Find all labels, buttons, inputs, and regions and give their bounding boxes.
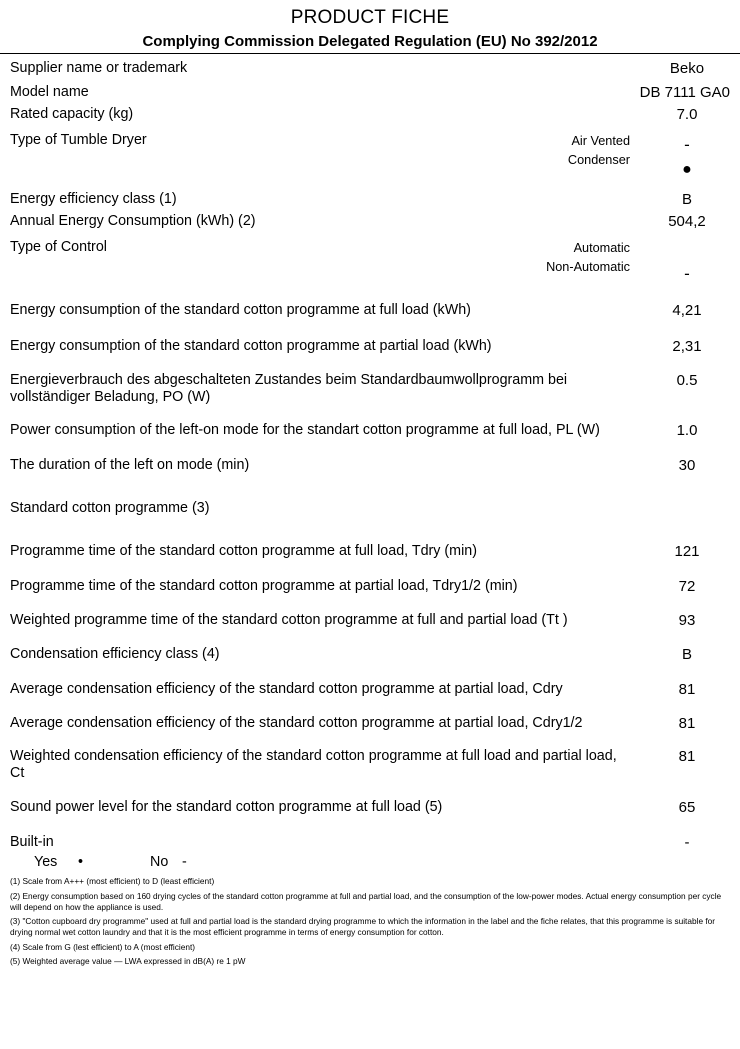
row-programme-time-weighted bbox=[10, 603, 730, 637]
row-condensation-class-label: Condensation efficiency class (4) bbox=[10, 646, 220, 663]
dryer-type-condenser-mark: ● bbox=[682, 160, 692, 178]
row-built-in bbox=[10, 825, 730, 852]
row-avg-condensation-cdry-half bbox=[10, 706, 730, 740]
row-control-type-options bbox=[546, 239, 644, 277]
built-in-yes-mark: • bbox=[78, 854, 84, 871]
row-consumption-full-load-value: 4,21 bbox=[672, 301, 702, 319]
row-programme-time-weighted-label: Weighted programme time of the standard cotton programme at full and partial load (Tt ) bbox=[10, 611, 568, 628]
row-control-type-values bbox=[644, 239, 730, 287]
row-left-on-power-value: 1.0 bbox=[676, 422, 698, 440]
row-consumption-partial-load-value: 2,31 bbox=[672, 337, 702, 355]
fiche-rows bbox=[0, 54, 740, 870]
row-built-in-value: - bbox=[684, 833, 690, 851]
dryer-type-option-air-vented: Air Vented bbox=[571, 134, 630, 149]
row-control-type bbox=[10, 232, 730, 292]
footnote-3: (3) "Cotton cupboard dry programme" used at full and partial load is the standard drying programme to which the information in the label and the fiche relates, that this programme is suitable for drying normal wet cotton laundry and that it is the most efficient programme in terms of energy consumption for cotton. bbox=[10, 916, 716, 938]
built-in-yes-label: Yes bbox=[34, 854, 58, 871]
footnote-5: (5) Weighted average value — LWA expressed in dB(A) re 1 pW bbox=[10, 956, 246, 967]
row-weighted-condensation bbox=[10, 739, 730, 789]
row-consumption-partial-load bbox=[10, 328, 730, 364]
row-consumption-full-load-label: Energy consumption of the standard cotton programme at full load (kWh) bbox=[10, 301, 471, 318]
row-left-on-duration-value: 30 bbox=[678, 456, 696, 474]
footnotes bbox=[0, 870, 740, 967]
footnote-4: (4) Scale from G (lest efficient) to A (most efficient) bbox=[10, 941, 196, 952]
row-rated-capacity-label: Rated capacity (kg) bbox=[10, 106, 134, 123]
row-left-on-duration-label: The duration of the left on mode (min) bbox=[10, 456, 250, 473]
footnote-2: (2) Energy consumption based on 160 drying cycles of the standard cotton programme at full and partial load, and the consumption of the low-power modes. Actual energy consumption per cycle will depend on how the appliance is used. bbox=[10, 890, 722, 912]
control-type-non-automatic-mark: - bbox=[684, 264, 690, 284]
row-consumption-full-load bbox=[10, 292, 730, 328]
row-weighted-condensation-value: 81 bbox=[678, 748, 696, 766]
row-condensation-class bbox=[10, 636, 730, 672]
row-control-type-label: Type of Control bbox=[10, 238, 107, 255]
row-supplier-label: Supplier name or trademark bbox=[10, 60, 188, 76]
spacer-before-standard-programme bbox=[10, 482, 730, 490]
row-consumption-partial-load-label: Energy consumption of the standard cotton programme at partial load (kWh) bbox=[10, 337, 492, 354]
row-left-on-power bbox=[10, 413, 730, 447]
built-in-options bbox=[10, 851, 730, 870]
row-dryer-type-options bbox=[568, 132, 644, 170]
row-programme-time-partial-label: Programme time of the standard cotton programme at partial load, Tdry1/2 (min) bbox=[10, 577, 518, 594]
row-sound-power-level bbox=[10, 789, 730, 825]
row-programme-time-weighted-value: 93 bbox=[678, 611, 696, 629]
row-sound-power-level-label: Sound power level for the standard cotton programme at full load (5) bbox=[10, 799, 443, 816]
dryer-type-option-condenser: Condenser bbox=[567, 153, 630, 168]
row-weighted-condensation-label: Weighted condensation efficiency of the standard cotton programme at full load and partial load, Ct bbox=[10, 748, 617, 782]
row-annual-energy bbox=[10, 209, 730, 232]
row-annual-energy-label: Annual Energy Consumption (kWh) (2) bbox=[10, 213, 256, 230]
row-programme-time-partial-value: 72 bbox=[678, 577, 696, 595]
row-built-in-label: Built-in bbox=[10, 833, 54, 850]
row-dryer-type-label: Type of Tumble Dryer bbox=[10, 132, 147, 149]
page-title: PRODUCT FICHE bbox=[290, 7, 450, 28]
row-dryer-type-values bbox=[644, 132, 730, 182]
row-dryer-type bbox=[10, 125, 730, 187]
row-model-value: DB 7111 GA0 bbox=[639, 83, 730, 101]
footnote-1: (1) Scale from A+++ (most efficient) to D (least efficient) bbox=[10, 876, 215, 887]
control-type-option-automatic: Automatic bbox=[573, 240, 630, 255]
row-off-mode-consumption-label: Energieverbrauch des abgeschalteten Zustandes beim Standardbaumwollprogramm bei vollständiger Beladung, PO (W) bbox=[10, 372, 568, 406]
row-standard-cotton-programme bbox=[10, 490, 730, 525]
row-model bbox=[10, 80, 730, 103]
row-programme-time-full-label: Programme time of the standard cotton programme at full load, Tdry (min) bbox=[10, 543, 477, 560]
row-avg-condensation-cdry-half-value: 81 bbox=[678, 714, 696, 732]
row-avg-condensation-cdry-value: 81 bbox=[678, 681, 696, 699]
page-subtitle: Complying Commission Delegated Regulation (EU) No 392/2012 bbox=[142, 33, 598, 50]
row-avg-condensation-cdry-half-label: Average condensation efficiency of the standard cotton programme at partial load, Cdry1/2 bbox=[10, 714, 583, 731]
row-programme-time-partial bbox=[10, 569, 730, 603]
row-left-on-power-label: Power consumption of the left-on mode for the standart cotton programme at full load, PL (W) bbox=[10, 422, 600, 439]
row-programme-time-full-value: 121 bbox=[674, 543, 700, 561]
row-supplier bbox=[10, 54, 730, 80]
dryer-type-air-vented-mark: - bbox=[684, 135, 690, 155]
row-energy-class-label: Energy efficiency class (1) bbox=[10, 190, 177, 207]
row-avg-condensation-cdry-label: Average condensation efficiency of the standard cotton programme at partial load, Cdry bbox=[10, 681, 563, 698]
control-type-automatic-mark bbox=[644, 239, 730, 262]
row-off-mode-consumption bbox=[10, 363, 730, 413]
row-model-label: Model name bbox=[10, 83, 89, 100]
built-in-no-mark: - bbox=[182, 854, 187, 871]
row-condensation-class-value: B bbox=[681, 646, 692, 664]
control-type-option-non-automatic: Non-Automatic bbox=[546, 259, 630, 274]
row-programme-time-full bbox=[10, 533, 730, 569]
row-rated-capacity bbox=[10, 102, 730, 125]
row-left-on-duration bbox=[10, 447, 730, 483]
row-energy-class-value: B bbox=[681, 190, 692, 208]
row-standard-cotton-programme-label: Standard cotton programme (3) bbox=[10, 500, 210, 517]
built-in-no-label: No bbox=[150, 854, 169, 871]
spacer-after-standard-programme bbox=[10, 525, 730, 533]
row-off-mode-consumption-value: 0.5 bbox=[676, 372, 698, 390]
row-avg-condensation-cdry bbox=[10, 672, 730, 706]
row-energy-class bbox=[10, 187, 730, 210]
row-supplier-value: Beko bbox=[669, 60, 705, 77]
row-annual-energy-value: 504,2 bbox=[668, 213, 706, 231]
row-sound-power-level-value: 65 bbox=[678, 799, 696, 817]
row-rated-capacity-value: 7.0 bbox=[676, 106, 698, 124]
